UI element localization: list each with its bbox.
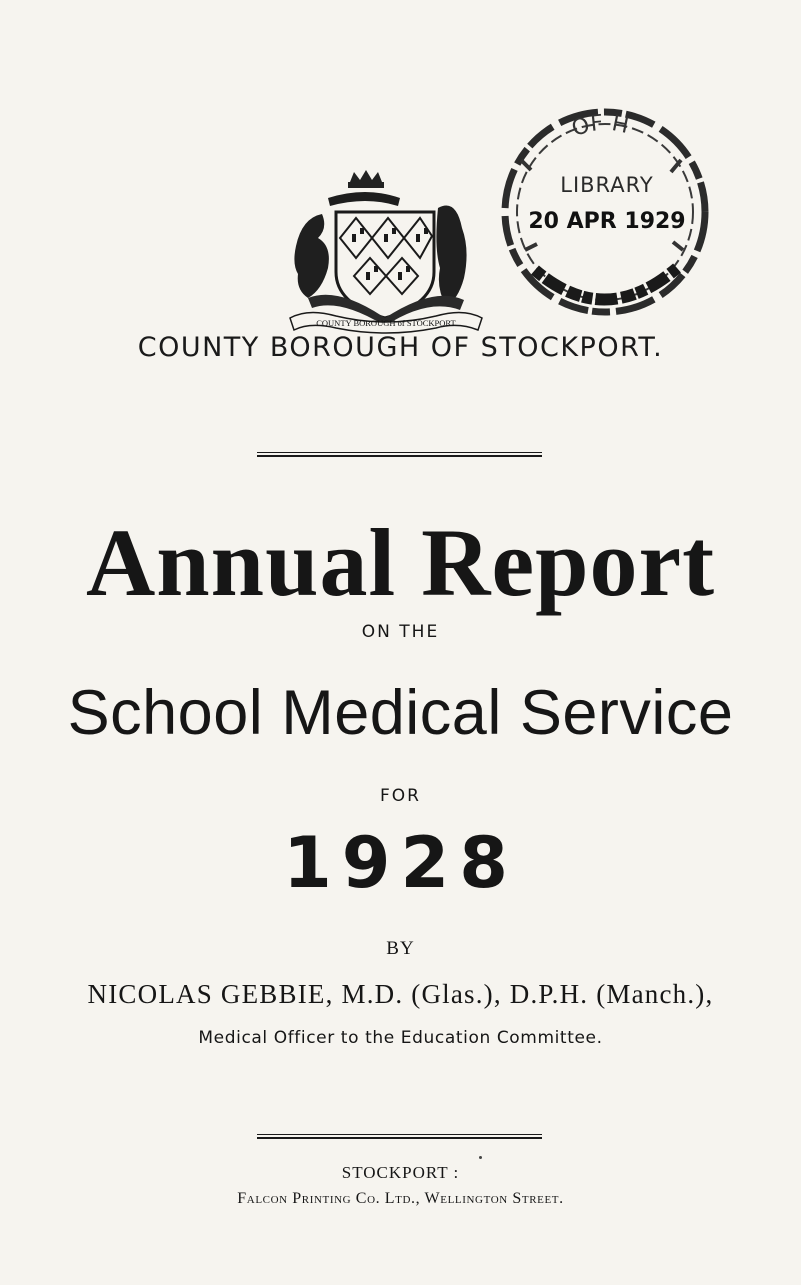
crest-supporter-right [436, 206, 466, 307]
stamp-top-text: OF H [568, 110, 631, 142]
author-name: NICOLAS GEBBIE, M.D. (Glas.), D.P.H. (Manch.), [87, 979, 714, 1009]
title-connector-for: FOR [380, 786, 421, 806]
library-stamp-icon [495, 100, 713, 322]
county-header: COUNTY BOROUGH OF STOCKPORT. [137, 332, 664, 363]
ink-speck [479, 1156, 482, 1159]
bottom-divider [257, 1134, 542, 1140]
report-subject: School Medical Service [67, 678, 734, 748]
crest-crown [328, 170, 400, 206]
imprint-printer: Falcon Printing Co. Ltd., Wellington Street. [237, 1190, 564, 1207]
author-role: Medical Officer to the Education Committee. [198, 1028, 603, 1048]
imprint-place: STOCKPORT : [341, 1163, 460, 1182]
author-by: BY [386, 938, 415, 959]
report-title: Annual Report [85, 509, 716, 616]
coat-of-arms-icon [288, 168, 484, 334]
stamp-date-text: 20 APR 1929 [528, 209, 686, 234]
report-year: 1928 [283, 822, 518, 904]
crest-supporter-left [294, 214, 328, 298]
title-connector-on-the: ON THE [361, 622, 440, 642]
stamp-library-text: LIBRARY [560, 173, 654, 197]
top-divider [257, 452, 542, 458]
crest-motto-text: COUNTY BOROUGH of STOCKPORT [316, 318, 456, 328]
